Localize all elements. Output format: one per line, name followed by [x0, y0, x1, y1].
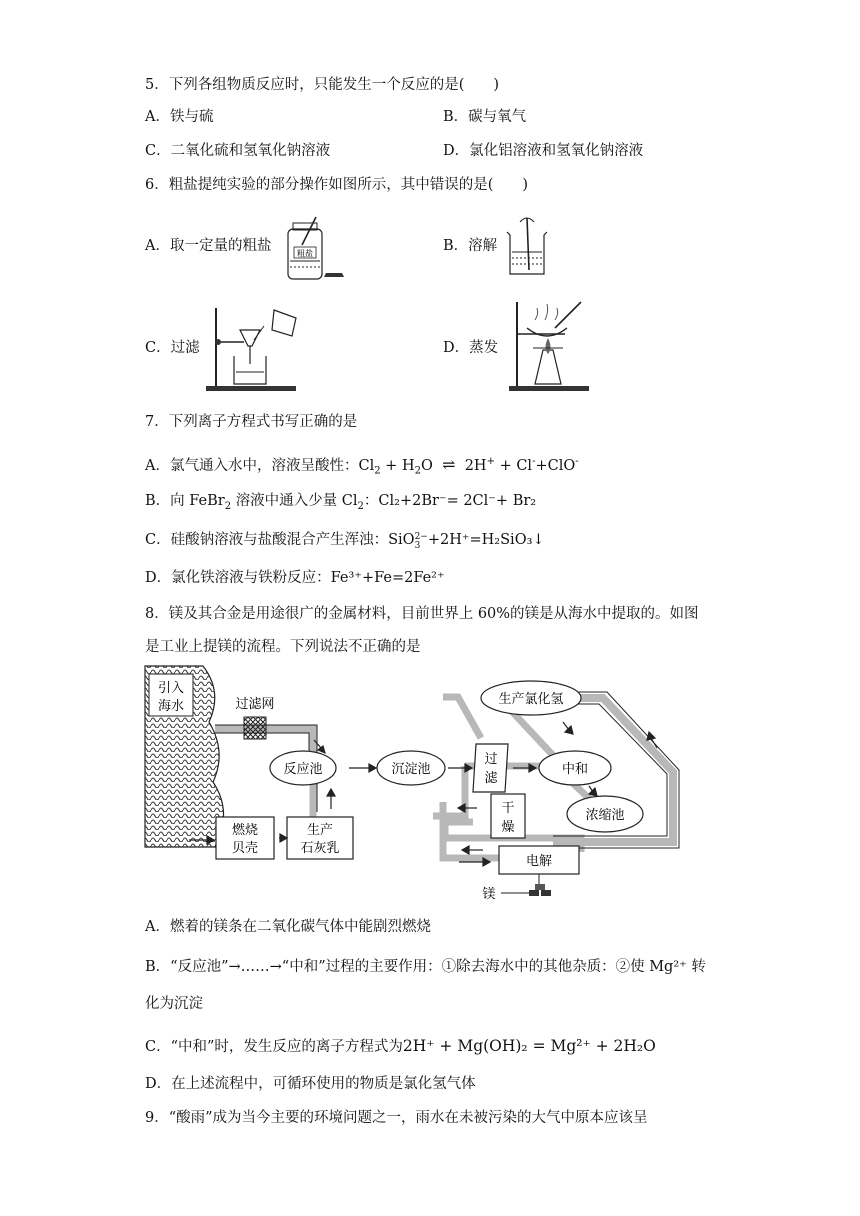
- salt-label: 粗盐: [297, 249, 313, 258]
- q7-option-a: A．氯气通入水中，溶液呈酸性：$Cl_2 + H_2O$ ⇌ 2H+ + Cl-+ClO-: [145, 454, 579, 477]
- q8-option-a: A．燃着的镁条在二氧化碳气体中能剧烈燃烧: [145, 919, 431, 935]
- q8-option-c: C．“中和”时，发生反应的离子方程式为2H⁺ + Mg(OH)₂ = Mg²⁺ + 2H₂O: [145, 1037, 656, 1055]
- q6-option-a: A．取一定量的粗盐: [145, 238, 272, 254]
- q6-option-b: B．溶解: [443, 238, 498, 254]
- svg-text:滤: 滤: [484, 771, 498, 786]
- svg-text:浓缩池: 浓缩池: [585, 808, 625, 823]
- filter-net: [244, 717, 266, 739]
- q8-option-b-line1: B．“反应池”→……→“中和”过程的主要作用：①除去海水中的其他杂质：②使 Mg²⁺ 转: [145, 959, 706, 975]
- svg-text:反应池: 反应池: [283, 762, 323, 777]
- svg-text:中和: 中和: [561, 762, 589, 777]
- q7-option-b: B．向 FeBr$_2$ 溶液中通入少量 $Cl_2$：Cl₂+2Br⁻= 2Cl⁻+ Br₂: [145, 493, 537, 512]
- q7-option-d: D．氯化铁溶液与铁粉反应：Fe³⁺+Fe=2Fe²⁺: [145, 570, 445, 586]
- svg-text:燥: 燥: [501, 820, 515, 835]
- salt-jar-figure: [282, 215, 350, 285]
- q5-stem: 5．下列各组物质反应时，只能发生一个反应的是( ): [145, 77, 500, 93]
- svg-text:电解: 电解: [525, 854, 553, 869]
- beaker-dissolve-figure: [502, 210, 552, 280]
- svg-text:贝壳: 贝壳: [231, 841, 259, 856]
- magnesium-label: 镁: [482, 887, 496, 902]
- q5-option-c: C．二氧化硫和氢氧化钠溶液: [145, 143, 331, 159]
- svg-text:生产: 生产: [306, 823, 334, 838]
- svg-text:引入: 引入: [157, 681, 185, 696]
- q8-stem-line1: 8．镁及其合金是用途很广的金属材料，目前世界上 60%的镁是从海水中提取的。如图: [145, 606, 699, 622]
- q6-stem: 6．粗盐提纯实验的部分操作如图所示，其中错误的是( ): [145, 177, 529, 193]
- q6-option-c: C．过滤: [145, 340, 200, 356]
- q8-option-b-line2: 化为沉淀: [145, 996, 203, 1012]
- q7-stem: 7．下列离子方程式书写正确的是: [145, 414, 358, 430]
- svg-text:沉淀池: 沉淀池: [391, 762, 431, 777]
- q6-option-d: D．蒸发: [443, 340, 499, 356]
- q9-stem: 9．“酸雨”成为当今主要的环境问题之一，雨水在未被污染的大气中原本应该呈: [145, 1110, 648, 1126]
- magnesium-flow-diagram: [143, 662, 703, 912]
- svg-text:海水: 海水: [157, 699, 185, 714]
- q7-option-c: C．硅酸钠溶液与盐酸混合产生浑浊：SiO 2− 3 +2H⁺=H₂SiO₃↓: [145, 532, 545, 551]
- svg-text:干: 干: [501, 801, 515, 816]
- q5-option-d: D．氯化铝溶液和氢氧化钠溶液: [443, 143, 644, 159]
- q8-stem-line2: 是工业上提镁的流程。下列说法不正确的是: [145, 639, 421, 655]
- q5-option-b: B．碳与氧气: [443, 109, 527, 125]
- filter-net-label: 过滤网: [235, 697, 275, 712]
- filtration-figure: [204, 300, 304, 395]
- evaporation-figure: [505, 298, 595, 396]
- svg-text:石灰乳: 石灰乳: [300, 841, 340, 856]
- q8-option-d: D．在上述流程中，可循环使用的物质是氯化氢气体: [145, 1076, 476, 1092]
- q5-option-a: A．铁与硫: [145, 109, 214, 125]
- svg-text:生产氯化氢: 生产氯化氢: [498, 692, 564, 707]
- svg-text:过: 过: [484, 752, 498, 767]
- svg-text:燃烧: 燃烧: [231, 823, 259, 838]
